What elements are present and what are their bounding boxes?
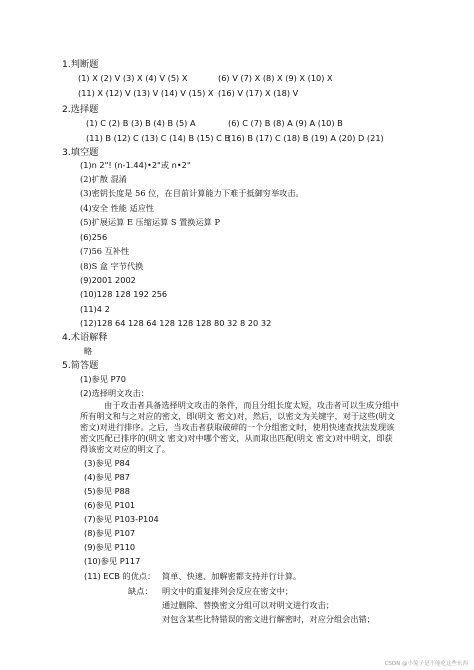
ecb-cons-2: 通过删除、替换密文分组可以对明文进行攻击； [162,600,334,610]
section-2-heading: 2.选择题 [62,104,99,115]
s1-row-1-left: (1) X (2) V (3) X (4) V (5) X [78,73,188,83]
s5-ref-4: (4)参见 P87 [84,472,130,482]
s3-item-4: (4)安全 性能 适应性 [80,203,155,213]
watermark: CSDN @小兔子是不能吃这些东西 [384,661,468,667]
section-4-heading: 4.术语解释 [62,332,108,343]
s2-row-1-right: (6) C (7) B (8) A (9) A (10) B [228,118,343,128]
s2-row-2-left: (11) B (12) C (13) C (14) B (15) C B [86,133,231,143]
s3-item-8: (8)S 盒 字节代换 [80,261,144,271]
s3-item-7: (7)56 互补性 [80,246,130,256]
s3-item-11: (11)4 2 [80,304,110,314]
s2-row-1-left: (1) C (2) B (3) B (4) B (5) A [86,118,196,128]
s2-row-2-right: (16) B (17) C (18) B (19) A (20) D (21) [228,133,384,143]
s5-item-1: (1)参见 P70 [80,374,126,384]
s1-row-2-right: (16) V (17) X (18) V [218,88,299,98]
s3-item-2: (2)扩散 混淆 [80,174,127,184]
s3-item-9: (9)2001 2002 [80,275,136,285]
ecb-pros-text: 简单、快速、加解密都支持并行计算。 [162,571,302,581]
s5-ref-3: (3)参见 P84 [84,458,130,468]
s3-item-10: (10)128 128 192 256 [80,289,168,299]
s5-ref-5: (5)参见 P88 [84,486,130,496]
section-1-heading: 1.判断题 [62,59,99,70]
section-3-heading: 3.填空题 [62,147,99,158]
s3-item-3: (3)密钥长度是 56 位，在目前计算能力下难于抵御穷举攻击。 [80,188,304,198]
s5-ref-9: (9)参见 P110 [84,542,136,552]
s5-ref-8: (8)参见 P107 [84,528,136,538]
s4-body: 略 [84,346,93,356]
ecb-pros-label: (11) ECB 的优点： [84,571,156,581]
s3-item-6: (6)256 [80,232,108,242]
ecb-cons-1: 明文中的重复排列会反应在密文中； [162,586,294,596]
s5-ref-10: (10)参见 P117 [84,556,141,566]
s1-row-1-right: (6) V (7) X (8) X (9) X (10) X [218,73,333,83]
s5-item-2: (2)选择明文攻击： [80,388,149,398]
s3-item-5: (5)扩展运算 E 压缩运算 S 置换运算 P [80,217,220,227]
s3-item-1: (1)n 2"! (n-1.44)•2"或 n•2" [80,160,191,170]
s5-ref-6: (6)参见 P101 [84,500,136,510]
s1-row-2-left: (11) X (12) V (13) V (14) V (15) X [78,88,214,98]
ecb-cons-3: 对包含某些比特错误的密文进行解密时，对应分组会出错； [162,614,375,624]
s5-ref-7: (7)参见 P103-P104 [84,514,159,524]
section-5-heading: 5.简答题 [62,360,99,371]
ecb-cons-label: 缺点： [128,586,153,596]
s3-item-12: (12)128 64 128 64 128 128 128 80 32 8 20 32 [80,318,272,328]
s5-paragraph: 由于攻击者具备选择明文攻击的条件，而且分组长度太短，攻击者可以生成分组中所有明文和与之对应的密文，即(明文 密文)对，然后，以密文为关键字，对于这些(明文 密文)对进行排序。之后，当攻击者获取破碎的一个分组密文时，使用快速查找法发现该密文匹配已排序的(明文 密文)对中哪个密文，从而取出匹配(明文 密文)对中明文，即获得该密文对应的明文了。 [80,400,399,454]
